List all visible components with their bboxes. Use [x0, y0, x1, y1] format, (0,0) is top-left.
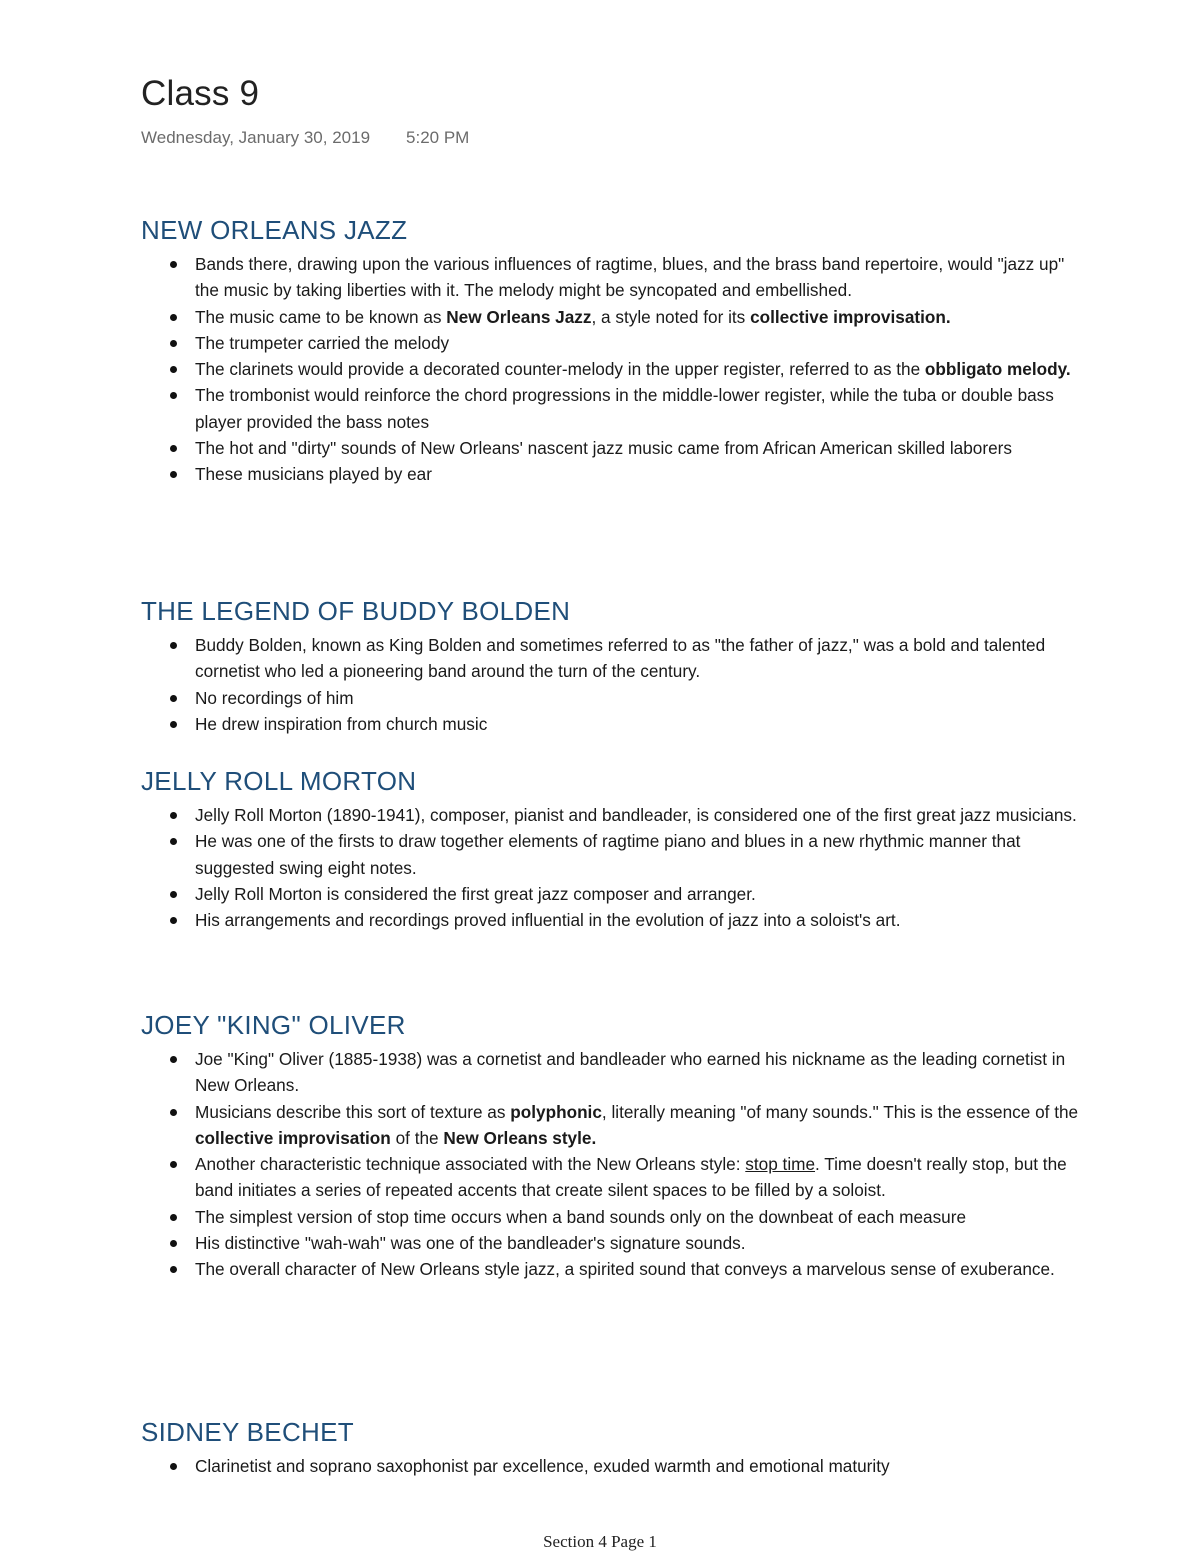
section-king-oliver [141, 1008, 1081, 1283]
list-item: The clarinets would provide a decorated counter-melody in the upper register, referred to as the obbligato melody. [195, 356, 1081, 382]
section-new-orleans-jazz [141, 213, 1081, 488]
list-item: Another characteristic technique associated with the New Orleans style: stop time. Time doesn't really stop, but the band initiates a series of repeated accents that create silent spaces to be filled by a soloist. [195, 1151, 1081, 1204]
page-time: 5:20 PM [406, 128, 470, 147]
bullet-list [141, 1046, 1081, 1283]
section-sidney-bechet [141, 1415, 1081, 1479]
section-heading: JOEY "KING" OLIVER [141, 1010, 406, 1040]
section-heading: JELLY ROLL MORTON [141, 766, 417, 796]
list-item: The hot and "dirty" sounds of New Orleans' nascent jazz music came from African American skilled laborers [195, 435, 1081, 461]
list-item: These musicians played by ear [195, 461, 1081, 487]
page-footer: Section 4 Page 1 [543, 1532, 657, 1551]
list-item: He was one of the firsts to draw together elements of ragtime piano and blues in a new rhythmic manner that suggested swing eight notes. [195, 828, 1081, 881]
list-item: The overall character of New Orleans style jazz, a spirited sound that conveys a marvelous sense of exuberance. [195, 1256, 1081, 1282]
section-heading: SIDNEY BECHET [141, 1417, 354, 1447]
list-item: Bands there, drawing upon the various influences of ragtime, blues, and the brass band repertoire, would "jazz up" the music by taking liberties with it. The melody might be syncopated and embellished. [195, 251, 1081, 304]
list-item: The trombonist would reinforce the chord progressions in the middle-lower register, while the tuba or double bass player provided the bass notes [195, 382, 1081, 435]
page-timestamp [141, 128, 469, 148]
list-item: Musicians describe this sort of texture as polyphonic, literally meaning "of many sounds." This is the essence of the collective improvisation of the New Orleans style. [195, 1099, 1081, 1152]
list-item: Jelly Roll Morton is considered the first great jazz composer and arranger. [195, 881, 1081, 907]
list-item: Jelly Roll Morton (1890-1941), composer, pianist and bandleader, is considered one of the first great jazz musicians. [195, 802, 1081, 828]
bullet-list [141, 1453, 1081, 1479]
list-item: Buddy Bolden, known as King Bolden and sometimes referred to as "the father of jazz," was a bold and talented cornetist who led a pioneering band around the turn of the century. [195, 632, 1081, 685]
section-jelly-roll-morton [141, 764, 1081, 933]
bullet-list [141, 802, 1081, 933]
page-title: Class 9 [141, 74, 260, 113]
bullet-list [141, 251, 1081, 488]
page-date: Wednesday, January 30, 2019 [141, 128, 371, 147]
section-heading: THE LEGEND OF BUDDY BOLDEN [141, 596, 571, 626]
list-item: Joe "King" Oliver (1885-1938) was a cornetist and bandleader who earned his nickname as the leading cornetist in New Orleans. [195, 1046, 1081, 1099]
bullet-list [141, 632, 1081, 737]
section-buddy-bolden [141, 594, 1081, 737]
list-item: Clarinetist and soprano saxophonist par excellence, exuded warmth and emotional maturity [195, 1453, 1081, 1479]
stop-time-term: stop time [745, 1154, 816, 1175]
list-item: His arrangements and recordings proved influential in the evolution of jazz into a soloist's art. [195, 907, 1081, 933]
list-item: No recordings of him [195, 685, 1081, 711]
list-item: His distinctive "wah-wah" was one of the bandleader's signature sounds. [195, 1230, 1081, 1256]
list-item: The trumpeter carried the melody [195, 330, 1081, 356]
section-heading: NEW ORLEANS JAZZ [141, 215, 408, 245]
list-item: The simplest version of stop time occurs when a band sounds only on the downbeat of each measure [195, 1204, 1081, 1230]
list-item: The music came to be known as New Orleans Jazz, a style noted for its collective improvisation. [195, 304, 1081, 330]
list-item: He drew inspiration from church music [195, 711, 1081, 737]
